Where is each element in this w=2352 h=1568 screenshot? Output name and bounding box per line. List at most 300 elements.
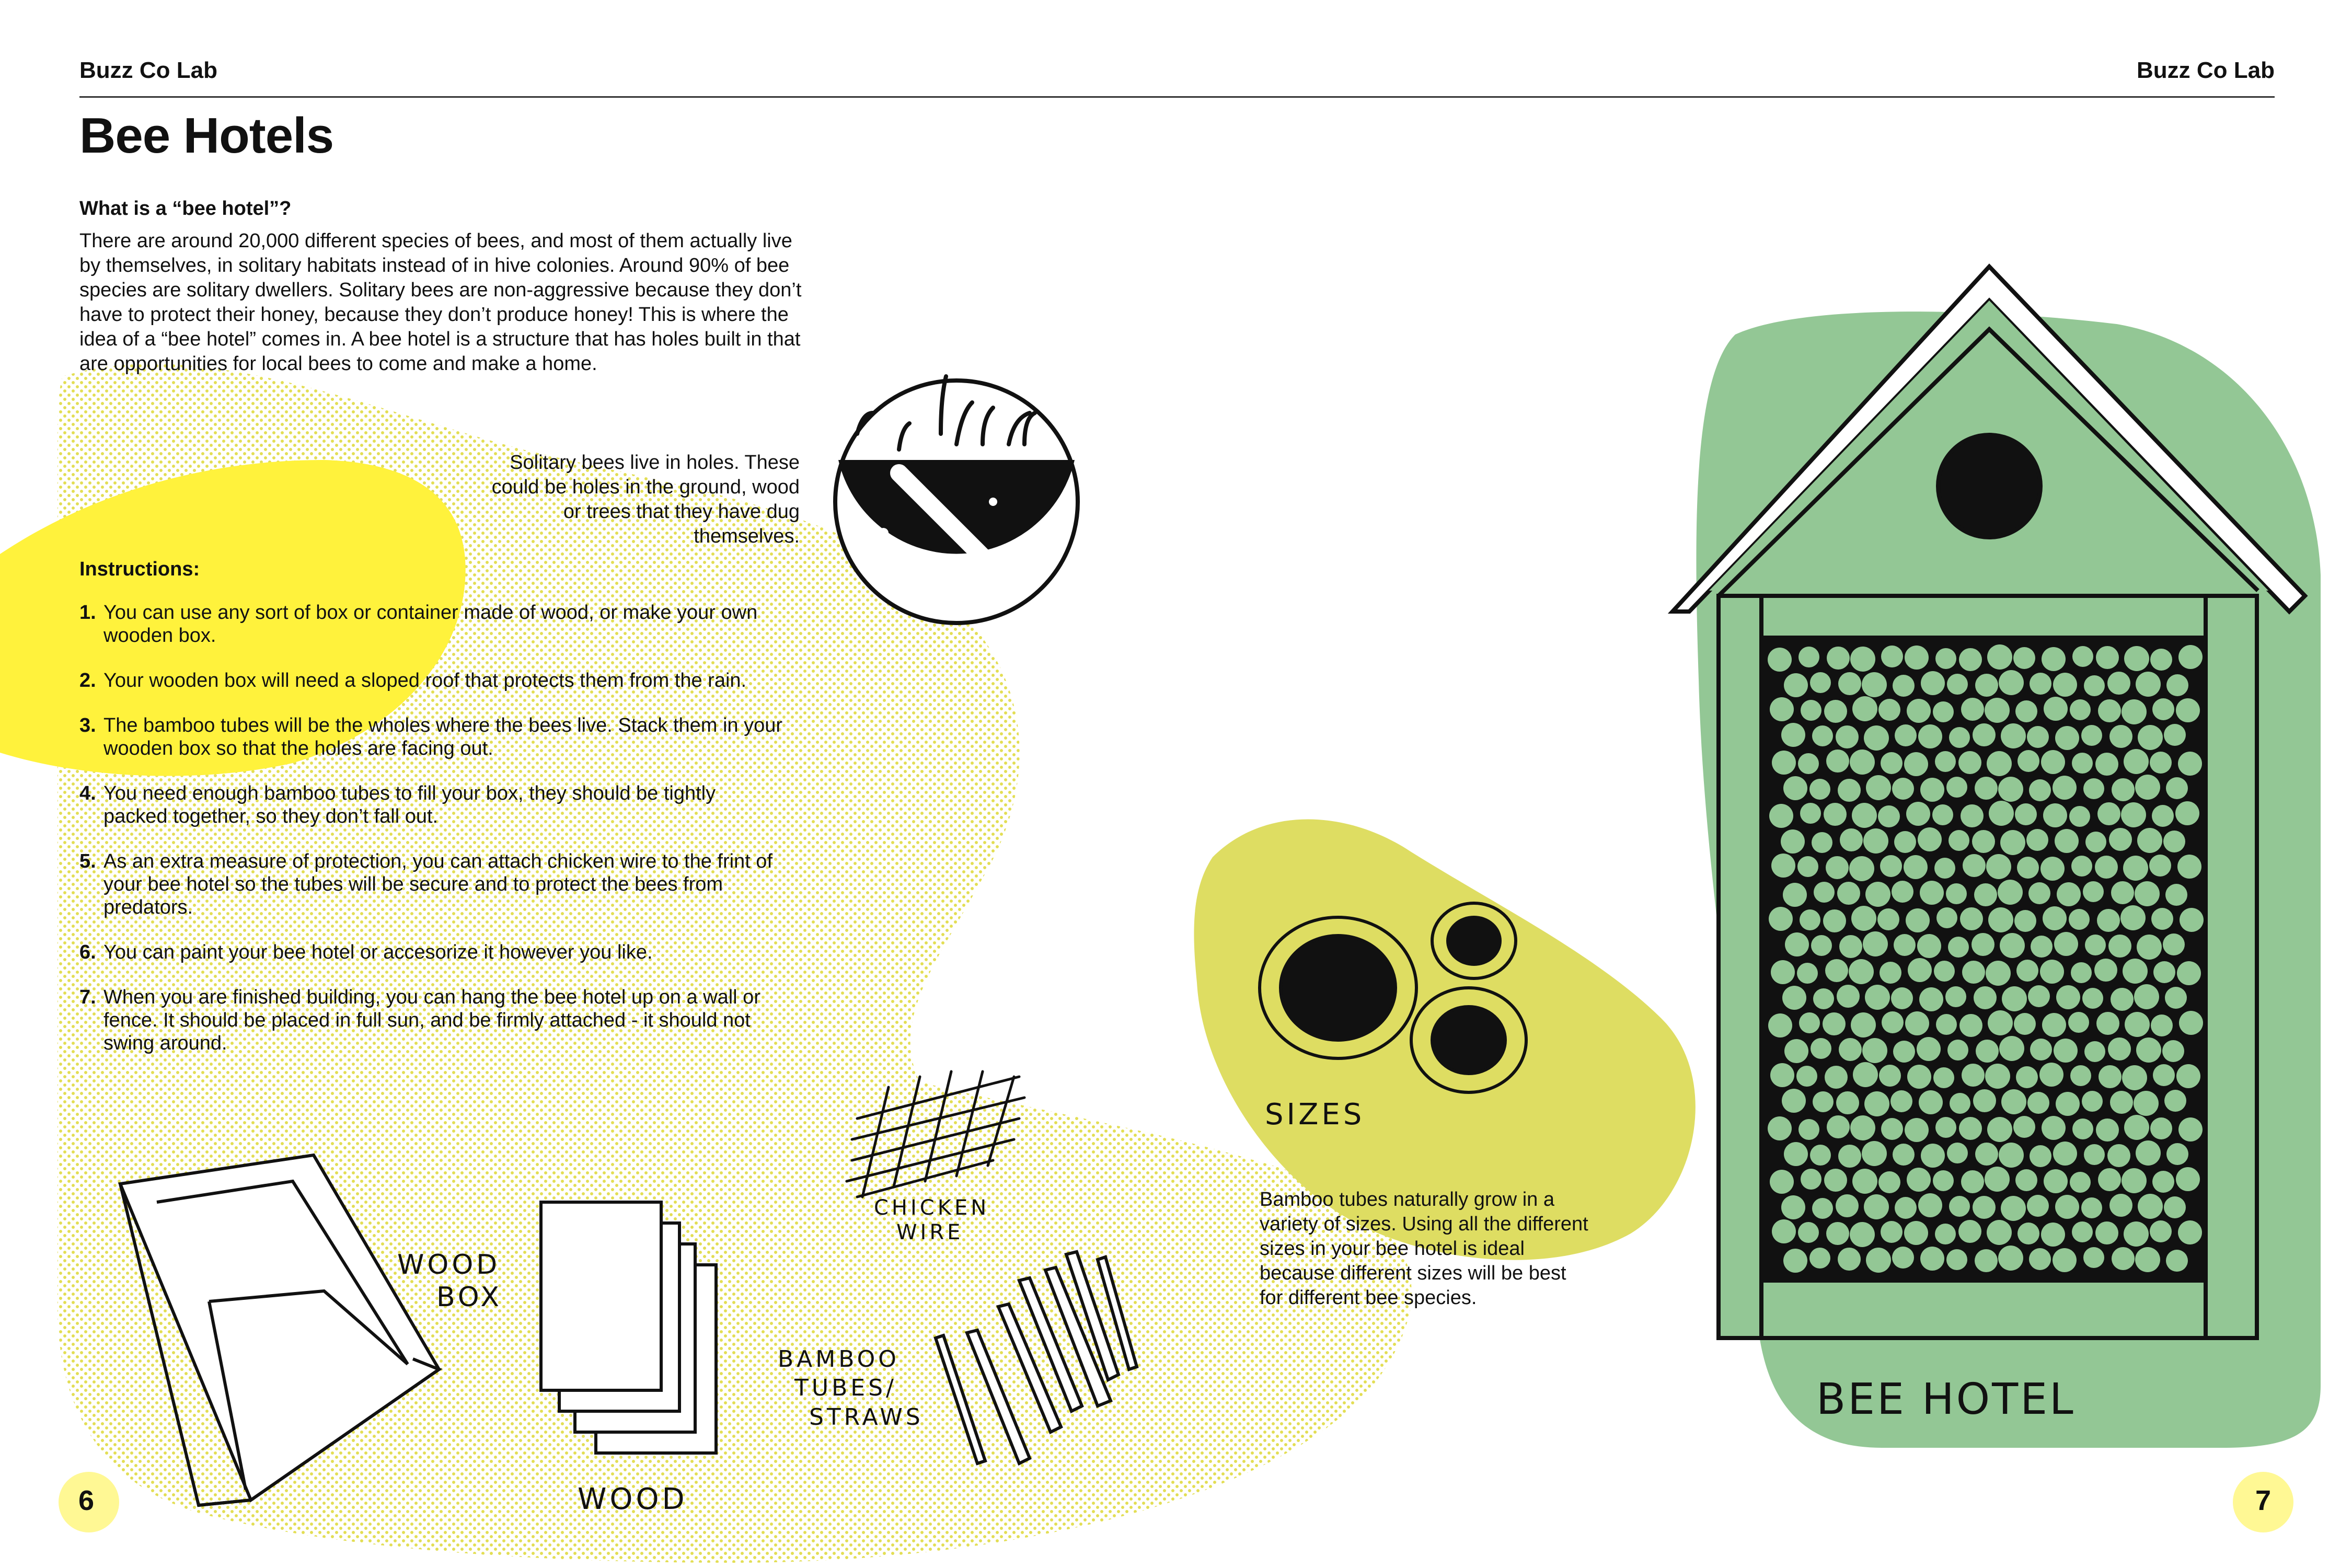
tube-hole [1919, 1090, 1943, 1114]
tube-hole [2099, 1065, 2122, 1088]
tube-hole [1824, 1169, 1847, 1192]
tube-hole [1918, 1193, 1942, 1217]
tube-hole [1933, 701, 1954, 722]
tube-hole [2124, 646, 2149, 671]
tube-hole [1784, 1039, 1808, 1063]
tube-hole [1866, 775, 1891, 800]
tube-hole [1892, 881, 1913, 903]
solitary-bees-note: Solitary bees live in holes. These could be holes in the ground, wood or trees that they have dug themselves. [491, 452, 800, 547]
tube-hole [2016, 960, 2038, 982]
tube-hole [2180, 908, 2204, 932]
tube-hole [1798, 1119, 1819, 1140]
tube-hole [1906, 908, 1930, 932]
tube-hole [2069, 806, 2090, 827]
tube-hole [1894, 831, 1916, 853]
tube-hole [2001, 723, 2026, 748]
tube-hole [1812, 725, 1833, 746]
tube-hole [1837, 882, 1860, 905]
tube-hole [2125, 1012, 2150, 1037]
tube-hole [1946, 777, 1967, 798]
tube-hole [1895, 1197, 1917, 1219]
tube-hole [2095, 753, 2118, 776]
tube-hole [2072, 1119, 2093, 1139]
tube-hole [1811, 935, 1832, 956]
tube-hole [1961, 698, 1984, 721]
tube-hole [1949, 830, 1969, 851]
tube-hole [2083, 881, 2104, 902]
tube-hole [2072, 753, 2093, 774]
tube-hole [1864, 725, 1889, 751]
tube-hole [1989, 801, 2014, 826]
tube-hole [2028, 985, 2050, 1007]
tube-hole [1851, 906, 1876, 931]
tube-hole [1890, 1090, 1912, 1112]
list-item [79, 986, 785, 1055]
tube-hole [2162, 1040, 2184, 1062]
tube-hole [2028, 882, 2050, 904]
page-number-right: 7 [2255, 1485, 2272, 1516]
tube-hole [1863, 828, 1888, 854]
tube-hole [1904, 752, 1928, 776]
tube-hole [1960, 907, 1983, 930]
tube-hole [1772, 1219, 1796, 1243]
tube-hole [2107, 1144, 2130, 1167]
tube-hole [1878, 1171, 1900, 1193]
tube-hole [1974, 883, 1997, 906]
tube-hole [1987, 1220, 2012, 1245]
tube-hole [2030, 1145, 2051, 1167]
tube-hole [2095, 1221, 2118, 1244]
tube-hole [2178, 1220, 2202, 1244]
tube-hole [2152, 805, 2174, 827]
tube-hole [1973, 1196, 1996, 1219]
tube-hole [1770, 1063, 1794, 1087]
tube-hole [1985, 698, 2010, 723]
tube-hole [1877, 908, 1899, 930]
tube-hole [2096, 1119, 2119, 1142]
tube-hole [1947, 1040, 1968, 1060]
intro-body: There are around 20,000 different species of bees, and most of them actually live by themselves, in solitary habitats instead of in hive colonies. Around 90% of bee species are solitary dwellers. Solitary bees are non-aggressive because they don’t have to protect their honey, because they don’t produce honey! This is where the idea of a “bee hotel” comes in. A bee hotel is a structure that has holes built in that are opportunities for local bees to come and make a home. [79, 230, 802, 375]
tube-hole [2151, 1014, 2173, 1036]
tube-hole [2178, 1117, 2203, 1142]
tube-hole [1932, 804, 1953, 825]
tube-hole [1959, 1014, 1982, 1037]
tube-hole [2043, 906, 2067, 930]
tube-hole [2017, 1223, 2039, 1244]
tube-hole [2044, 1169, 2068, 1193]
tube-hole [2135, 1247, 2160, 1272]
tube-hole [2085, 832, 2106, 852]
tube-hole [1962, 1064, 1985, 1087]
tube-hole [2122, 699, 2147, 724]
tube-hole [1905, 1011, 1929, 1035]
tube-hole [2111, 988, 2134, 1011]
tube-hole [2040, 857, 2065, 881]
tube-hole [2014, 910, 2036, 932]
tube-hole [1891, 987, 1913, 1009]
tube-hole [2070, 1172, 2091, 1193]
tube-hole [1823, 1012, 1846, 1035]
tube-hole [2055, 829, 2079, 853]
tube-hole [2027, 1195, 2049, 1217]
tube-hole [1959, 1117, 1982, 1140]
tube-hole [1892, 778, 1914, 800]
tube-hole [2083, 1247, 2104, 1268]
tube-hole [2109, 1194, 2132, 1217]
tube-hole [2013, 1116, 2035, 1138]
tube-hole [1853, 1062, 1878, 1087]
tube-hole [1918, 827, 1942, 851]
tube-hole [1849, 959, 1874, 984]
tube-hole [1863, 931, 1888, 956]
tube-hole [2175, 801, 2199, 825]
tube-hole [2001, 1196, 2026, 1221]
list-item [79, 669, 785, 692]
tube-hole [2134, 1091, 2159, 1116]
tube-hole [2015, 700, 2037, 722]
tube-hole [1799, 1012, 1820, 1033]
tube-hole [2176, 698, 2200, 722]
tube-hole [1783, 883, 1807, 907]
tube-hole [1862, 1038, 1887, 1063]
tube-hole [1920, 1247, 1944, 1271]
tube-hole [1892, 1247, 1914, 1269]
tube-hole [2109, 725, 2132, 748]
tube-hole [2137, 935, 2162, 960]
tube-hole [2137, 828, 2162, 853]
tube-hole [1920, 778, 1944, 802]
tube-hole [1810, 672, 1831, 693]
tube-hole [2098, 1168, 2121, 1191]
step-number: 4. [79, 782, 96, 804]
tube-hole [1798, 753, 1819, 774]
tube-hole [1771, 854, 1795, 878]
tube-hole [2055, 726, 2079, 750]
tube-hole [1917, 934, 1941, 958]
tube-hole [1840, 828, 1863, 851]
tube-hole [2084, 675, 2105, 696]
tube-hole [1827, 1115, 1850, 1138]
tube-hole [1801, 700, 1821, 721]
tube-hole [2122, 1065, 2147, 1090]
tube-hole [1959, 648, 1982, 671]
tube-hole [2108, 935, 2131, 958]
tube-hole [1862, 1141, 1887, 1166]
tube-hole [1945, 986, 1966, 1007]
tube-hole [2153, 1064, 2175, 1086]
tube-hole [1797, 963, 1818, 984]
tube-hole [2150, 1220, 2172, 1242]
tube-hole [2094, 959, 2117, 982]
tube-hole [1770, 697, 1794, 721]
step-text: Your wooden box will need a sloped roof that protects them from the rain. [103, 670, 747, 691]
tube-hole [1783, 776, 1807, 800]
tube-hole [1949, 727, 1970, 748]
tube-hole [1784, 1142, 1808, 1166]
tube-hole [1998, 777, 2023, 802]
tube-hole [2071, 962, 2092, 983]
tube-hole [1999, 670, 2024, 695]
tube-hole [1975, 777, 1998, 800]
tube-hole [1936, 1014, 1957, 1035]
step-number: 1. [79, 602, 96, 624]
tube-hole [2097, 802, 2120, 825]
tube-hole [2178, 752, 2202, 776]
tube-hole [2000, 933, 2025, 958]
list-item [79, 601, 785, 647]
tube-hole [2057, 882, 2081, 906]
tube-hole [1933, 1170, 1954, 1191]
tube-hole [2068, 1012, 2089, 1033]
tube-hole [1824, 803, 1847, 826]
tube-hole [1782, 1089, 1806, 1113]
tube-hole [1948, 937, 1969, 958]
tube-hole [2178, 645, 2203, 669]
wood-box-label-line1: WOOD [397, 1249, 501, 1281]
tube-hole [2015, 803, 2037, 825]
chicken-wire-label-line2: WIRE [896, 1220, 964, 1244]
tube-hole [2177, 961, 2201, 985]
tube-hole [2150, 649, 2172, 671]
instructions-heading: Instructions: [79, 558, 200, 580]
tube-hole [1998, 1246, 2023, 1271]
tube-hole [2112, 1247, 2135, 1270]
header-right-label: Buzz Co Lab [2137, 57, 2275, 83]
tube-hole [1849, 856, 1874, 881]
tube-hole [1921, 1144, 1945, 1168]
list-item [79, 850, 785, 919]
tube-hole [2030, 1039, 2052, 1060]
tube-hole [1895, 724, 1917, 746]
tube-hole [1881, 645, 1903, 667]
tube-hole [1785, 932, 1809, 956]
tube-hole [1893, 1144, 1915, 1166]
tube-hole [1824, 700, 1847, 723]
tube-hole [1987, 751, 2012, 776]
tube-hole [2134, 984, 2159, 1009]
tube-hole [2053, 1248, 2077, 1272]
list-item [79, 714, 785, 760]
tube-hole [2053, 776, 2077, 800]
tube-hole [1852, 1169, 1877, 1194]
tube-hole [2027, 1092, 2049, 1114]
tube-hole [1962, 961, 1985, 984]
ground-hole-icon [835, 376, 1078, 623]
tube-hole [1768, 1013, 1792, 1037]
tube-hole [1935, 1117, 1956, 1138]
tube-hole [2000, 830, 2025, 855]
tube-hole [2054, 1039, 2078, 1063]
tube-hole [1800, 803, 1821, 824]
tube-hole [1881, 1118, 1903, 1140]
bamboo-label-line3: STRAWS [809, 1404, 924, 1431]
tube-hole [1810, 1145, 1831, 1166]
tube-hole [1935, 751, 1956, 772]
tube-hole [1908, 958, 1932, 982]
tube-hole [1935, 648, 1956, 669]
tube-hole [2069, 909, 2090, 930]
tube-hole [2029, 779, 2051, 801]
tube-hole [2166, 1250, 2188, 1272]
tube-hole [2081, 1197, 2102, 1218]
tube-hole [2135, 775, 2160, 800]
tube-hole [2085, 935, 2106, 955]
tube-hole [2108, 1037, 2131, 1060]
tube-hole [2082, 1091, 2103, 1112]
tube-hole [1826, 856, 1849, 879]
tube-hole [2042, 1116, 2066, 1140]
tube-hole [1946, 1249, 1967, 1270]
tube-hole [1920, 881, 1944, 905]
tube-hole [2123, 959, 2148, 984]
tube-hole [2165, 987, 2187, 1009]
tube-hole [1905, 645, 1929, 670]
tube-hole [2164, 724, 2186, 746]
chicken-wire-label-line1: CHICKEN [874, 1196, 990, 1220]
tube-hole [2111, 881, 2134, 904]
tube-hole [2136, 1037, 2161, 1063]
tube-hole [2166, 777, 2188, 799]
step-text: As an extra measure of protection, you can attach chicken wire to the frint of your bee hotel so the tubes will be secure and to protect the bees from predators. [103, 850, 773, 918]
tube-hole [1919, 987, 1943, 1011]
tube-hole [1812, 1198, 1833, 1219]
tube-hole [2164, 1090, 2186, 1112]
tube-hole [2044, 697, 2068, 721]
tube-hole [1882, 1011, 1904, 1033]
header-left-label: Buzz Co Lab [79, 57, 217, 83]
tube-hole [2120, 905, 2146, 930]
tube-hole [2017, 857, 2039, 879]
tube-hole [1809, 779, 1830, 800]
tube-hole [2072, 646, 2093, 667]
tube-hole [2176, 1064, 2200, 1088]
tube-hole [2164, 1196, 2186, 1218]
tube-hole [2179, 1011, 2203, 1035]
tube-hole [1772, 751, 1796, 775]
tube-hole [2054, 932, 2078, 956]
tube-hole [1905, 1118, 1929, 1142]
tube-hole [1999, 1036, 2024, 1061]
tube-hole [2084, 1041, 2105, 1062]
tube-hole [1975, 674, 1998, 697]
tube-hole [2096, 1012, 2119, 1035]
tube-hole [1783, 1249, 1807, 1273]
tube-hole [2001, 1089, 2026, 1114]
tube-hole [1947, 1143, 1968, 1163]
tube-hole [2070, 699, 2091, 720]
intro-heading: What is a “bee hotel”? [79, 198, 292, 220]
tube-hole [1950, 1093, 1970, 1114]
tube-hole [1852, 696, 1877, 721]
tube-hole [2166, 1143, 2188, 1165]
tube-hole [2081, 725, 2102, 746]
tube-hole [1907, 1065, 1931, 1089]
tube-hole [2043, 803, 2067, 827]
tube-hole [1812, 832, 1832, 853]
tube-hole [1907, 1168, 1931, 1192]
tube-hole [1904, 1221, 1928, 1245]
tube-hole [1851, 1012, 1876, 1037]
tube-hole [1880, 962, 1901, 984]
tube-hole [1878, 805, 1900, 827]
tube-hole [2053, 673, 2077, 697]
tube-hole [2112, 778, 2135, 801]
tube-hole [2123, 856, 2148, 881]
tube-hole [1823, 909, 1846, 932]
tube-hole [1998, 880, 2023, 905]
tube-hole [1796, 1066, 1817, 1087]
tube-hole [2135, 881, 2160, 906]
tube-hole [2097, 909, 2120, 932]
tube-hole [1973, 723, 1996, 746]
list-item [79, 782, 785, 828]
sizes-label: SIZES [1265, 1098, 1365, 1132]
tube-hole [1825, 1066, 1848, 1089]
tube-hole [2053, 1142, 2077, 1166]
tube-hole [2122, 1168, 2147, 1193]
tube-hole [2136, 672, 2161, 697]
tube-hole [2107, 672, 2130, 695]
tube-hole [1918, 724, 1942, 748]
tube-hole [1961, 804, 1984, 827]
tube-hole [1770, 1170, 1794, 1194]
tube-hole [1987, 644, 2012, 670]
tube-hole [1974, 986, 1997, 1009]
tube-hole [1825, 959, 1848, 982]
tube-hole [1837, 985, 1860, 1008]
tube-hole [2072, 1221, 2093, 1242]
tube-hole [1850, 750, 1875, 775]
tube-hole [2083, 778, 2104, 799]
tube-hole [1827, 647, 1850, 670]
tube-hole [1839, 1038, 1862, 1061]
tube-hole [2166, 674, 2188, 696]
tube-hole [1850, 647, 1875, 672]
tube-hole [2152, 1171, 2174, 1193]
tube-hole [1852, 803, 1877, 828]
bamboo-label-line2: TUBES/ [794, 1375, 897, 1401]
tube-hole [2056, 985, 2080, 1009]
tube-hole [1838, 1248, 1861, 1271]
step-number: 3. [79, 714, 96, 736]
tube-hole [1768, 1116, 1792, 1140]
tube-hole [1864, 1194, 1889, 1219]
tube-hole [1893, 1041, 1915, 1063]
tube-hole [2031, 936, 2053, 958]
tube-hole [2030, 673, 2051, 695]
tube-hole [1986, 854, 2011, 879]
tube-hole [1836, 1091, 1859, 1114]
tube-hole [2152, 698, 2174, 720]
tube-hole [2124, 1115, 2149, 1140]
tube-hole [1836, 725, 1859, 748]
tube-hole [2095, 856, 2118, 879]
tube-hole [2014, 1013, 2036, 1035]
tube-hole [2070, 1065, 2091, 1086]
tube-hole [2040, 960, 2064, 984]
tube-hole [1985, 1167, 2010, 1192]
tube-hole [1800, 909, 1820, 930]
step-number: 7. [79, 986, 96, 1008]
tube-hole [1781, 829, 1805, 854]
bamboo-label-line1: BAMBOO [778, 1346, 900, 1373]
tube-hole [1798, 1222, 1819, 1243]
tube-hole [2056, 1092, 2080, 1116]
step-text: The bamboo tubes will be the wholes where the bees live. Stack them in your wooden box so that the holes are facing out. [103, 714, 783, 759]
tube-hole [1934, 858, 1955, 879]
tube-hole [2084, 1144, 2105, 1165]
tube-hole [1880, 855, 1902, 877]
